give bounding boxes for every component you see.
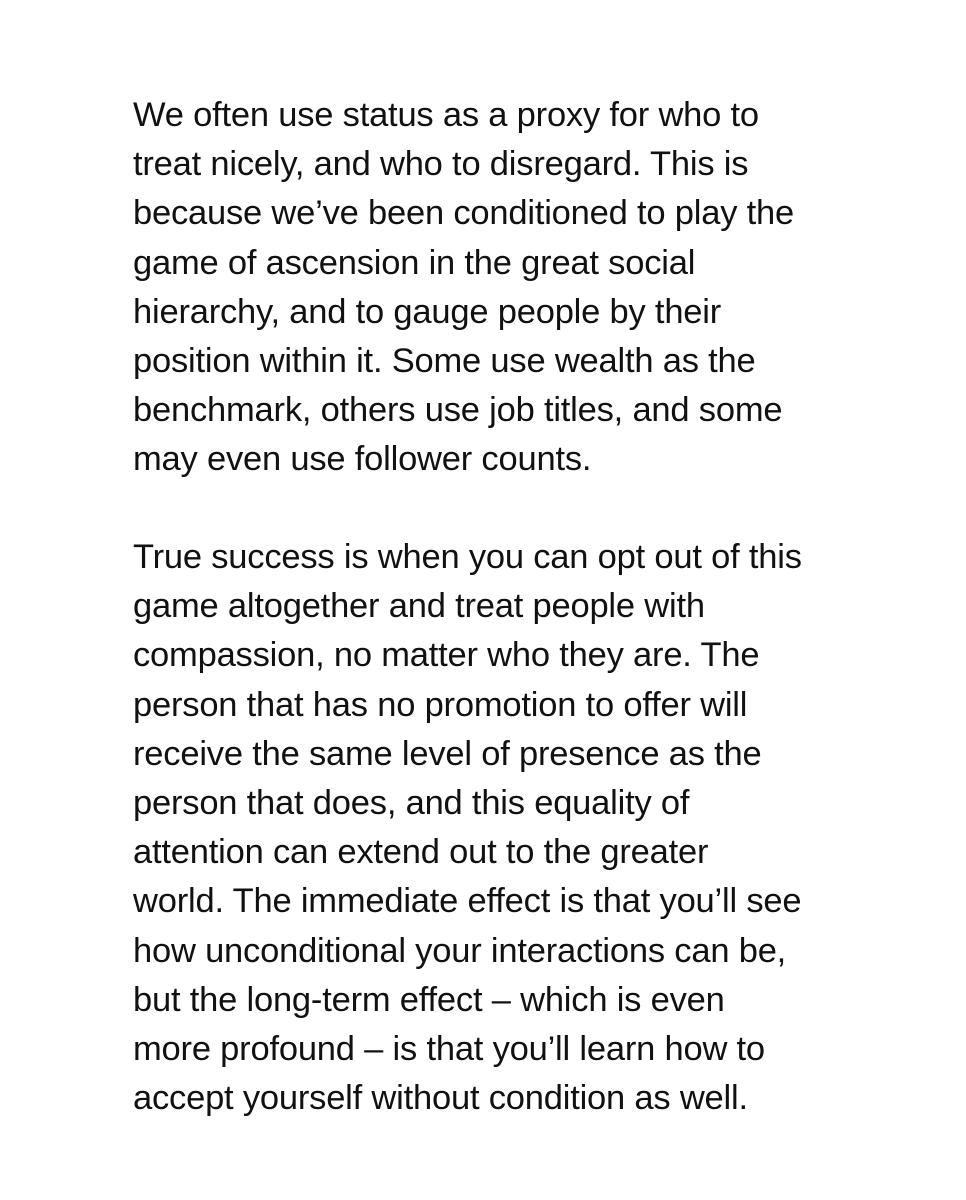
paragraph-line: game altogether and treat people with bbox=[133, 587, 705, 626]
paragraph-line: attention can extend out to the greater bbox=[133, 833, 709, 872]
paragraph-line: person that has no promotion to offer will bbox=[133, 685, 748, 724]
paragraph-line: may even use follower counts. bbox=[133, 440, 592, 479]
paragraph-line: accept yourself without condition as well. bbox=[133, 1079, 748, 1118]
paragraph-line: world. The immediate effect is that you’ll see bbox=[133, 882, 802, 921]
paragraph-line: compassion, no matter who they are. The bbox=[133, 636, 760, 675]
paragraph-line: but the long-term effect – which is even bbox=[133, 980, 725, 1019]
paragraph-line: how unconditional your interactions can be, bbox=[133, 931, 787, 970]
paragraph-line: benchmark, others use job titles, and some bbox=[133, 391, 783, 430]
paragraph-line: receive the same level of presence as the bbox=[133, 734, 762, 773]
paragraph-line: more profound – is that you’ll learn how to bbox=[133, 1029, 765, 1068]
paragraph-line: True success is when you can opt out of this bbox=[133, 538, 802, 576]
paragraph-line: treat nicely, and who to disregard. This is bbox=[133, 145, 749, 184]
paragraph-1 bbox=[133, 91, 853, 485]
paragraph-line: person that does, and this equality of bbox=[133, 783, 690, 822]
paragraph-line: We often use status as a proxy for who to bbox=[133, 96, 759, 134]
paragraph-line: because we’ve been conditioned to play the bbox=[133, 194, 794, 233]
paragraph-line: position within it. Some use wealth as the bbox=[133, 341, 756, 380]
paragraph-2 bbox=[133, 533, 853, 1123]
paragraph-line: hierarchy, and to gauge people by their bbox=[133, 292, 722, 331]
paragraph-line: game of ascension in the great social bbox=[133, 243, 696, 282]
